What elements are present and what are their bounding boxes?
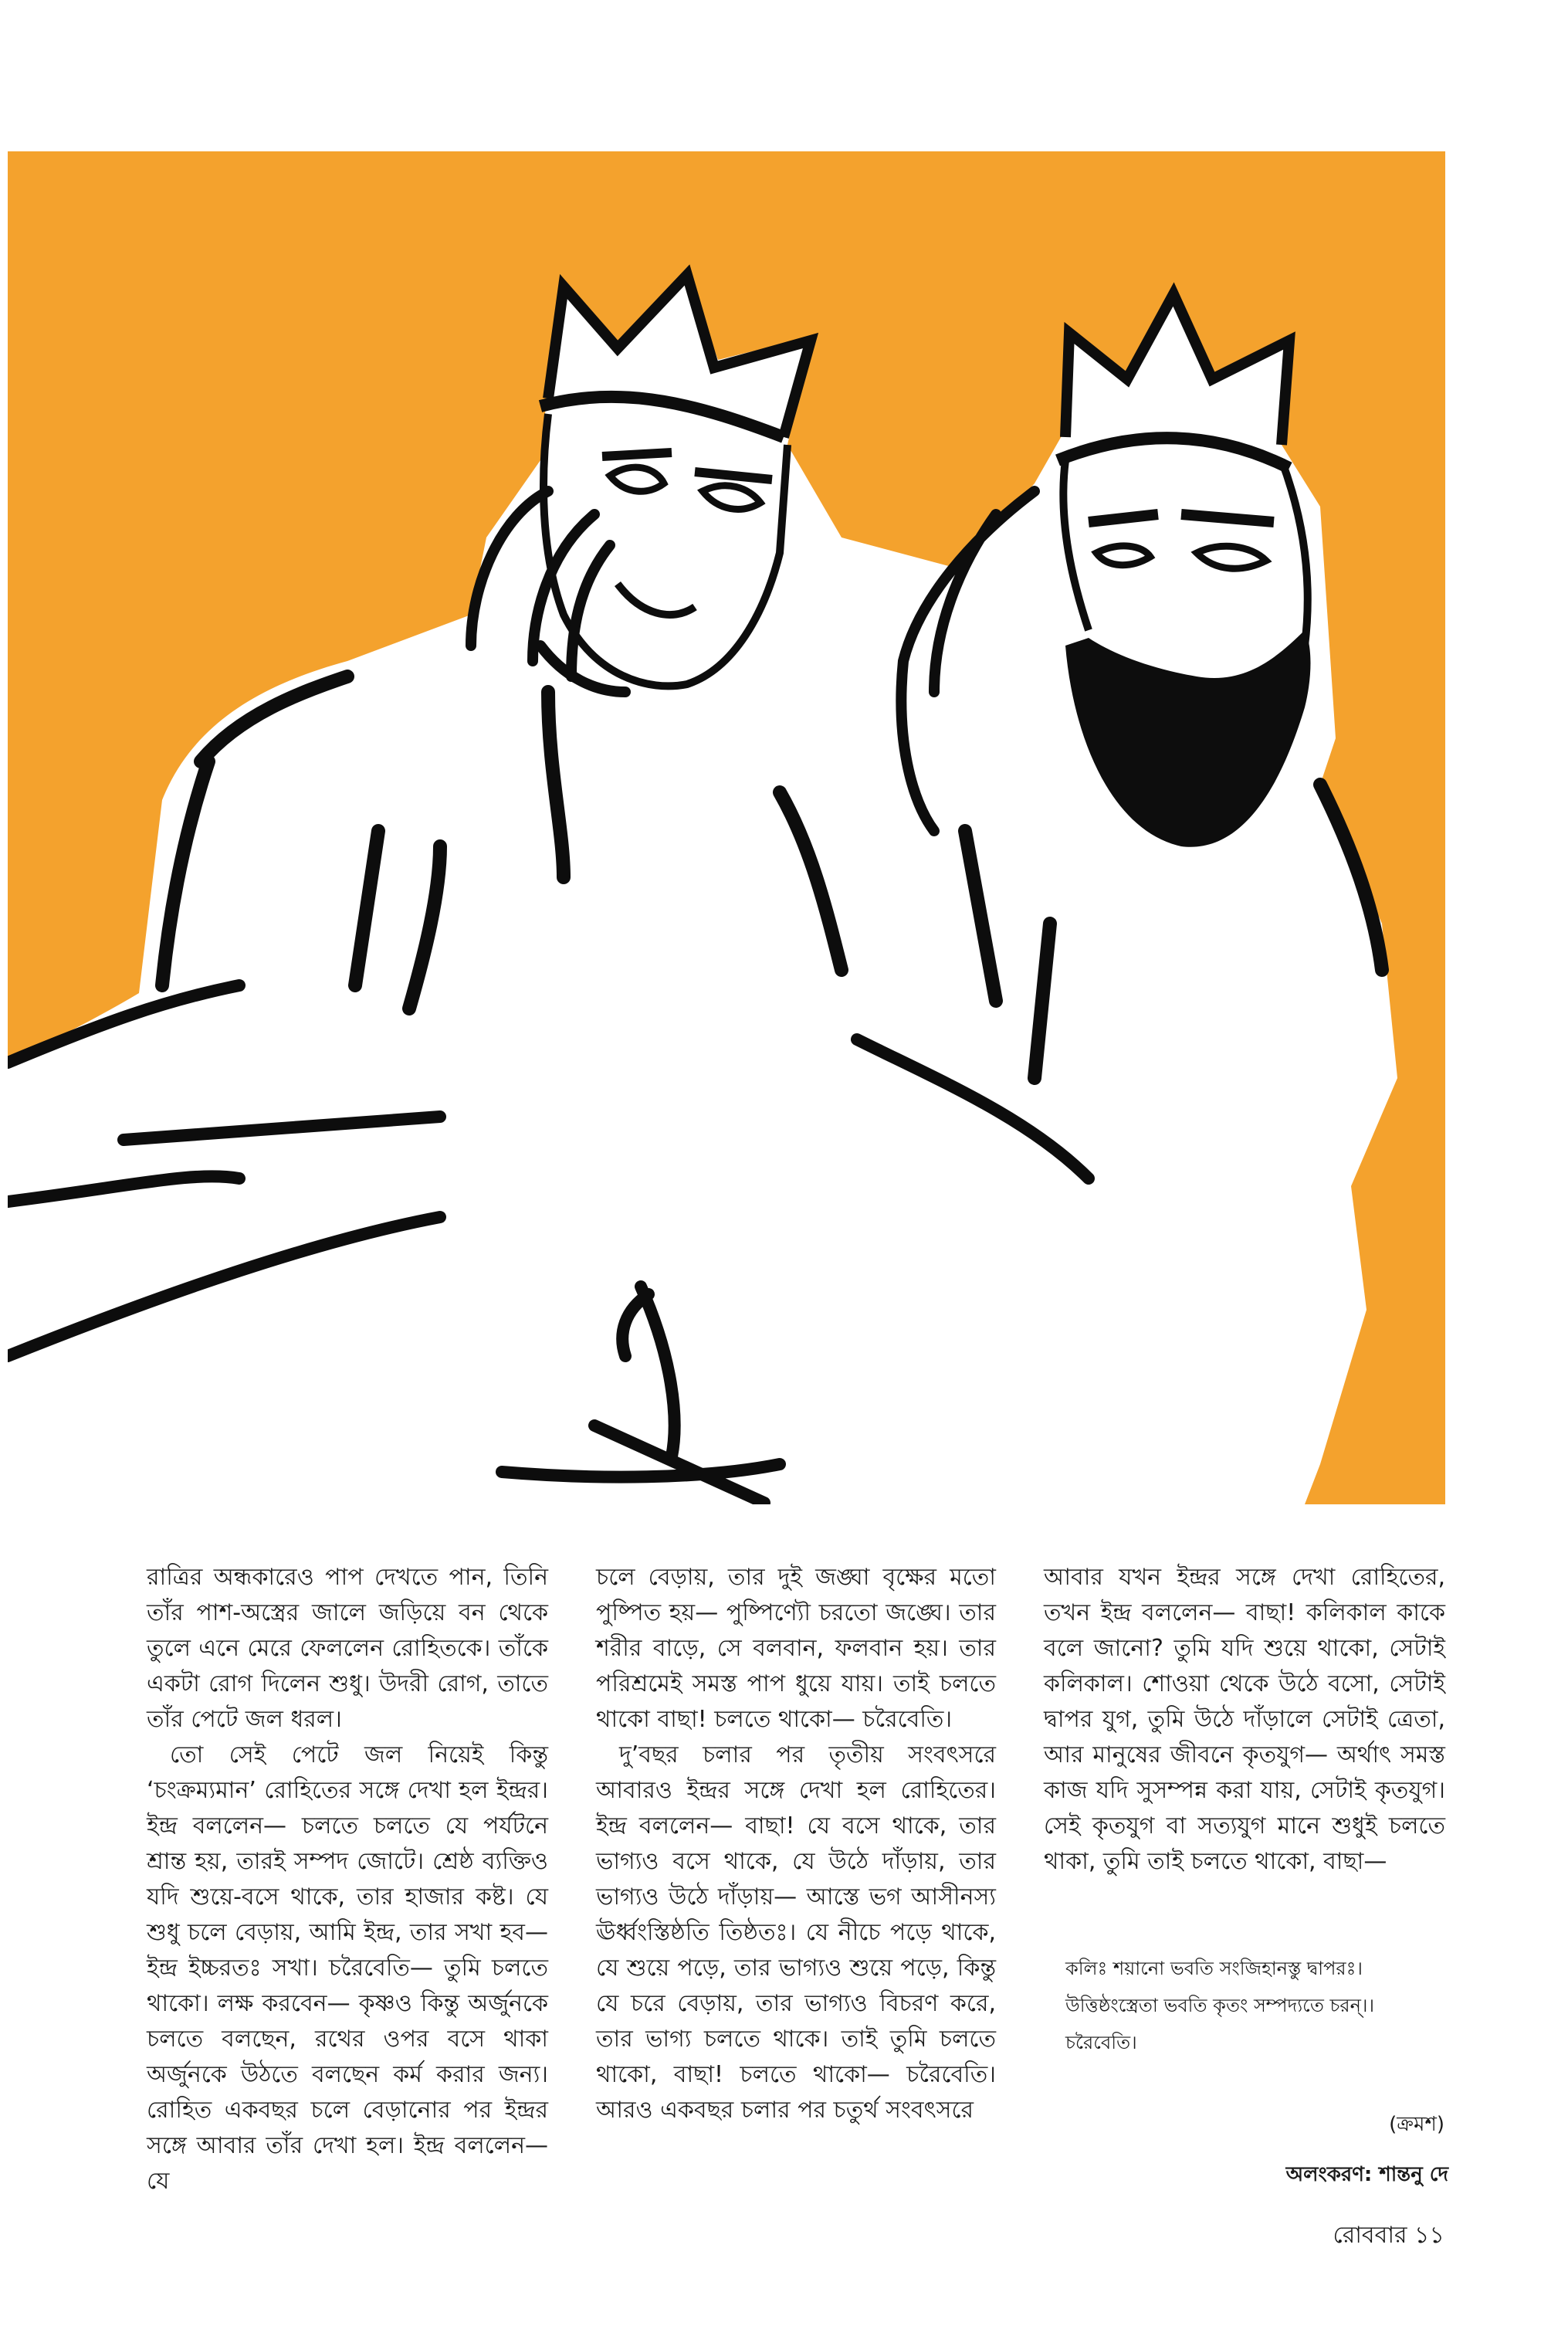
verse-line: চরৈবেতি। — [1065, 2032, 1137, 2053]
article-column-3 — [1044, 1560, 1445, 1880]
illustration-credit: অলংকরণ: শান্তনু দে — [1285, 2163, 1448, 2186]
to-be-continued: (ক্রমশ) — [1389, 2113, 1444, 2136]
verse-line: কলিঃ শয়ানো ভবতি সংজিহানস্তু দ্বাপরঃ। — [1065, 1958, 1363, 1979]
sanskrit-verse — [1065, 1950, 1451, 2061]
verse-line: উত্তিষ্ঠংস্ত্রেতা ভবতি কৃতং সম্পদ্যতে চরন্।। — [1065, 1995, 1375, 2016]
paragraph: আবার যখন ইন্দ্রর সঙ্গে দেখা রোহিতের, তখন ইন্দ্র বললেন— বাছা! কলিকাল কাকে বলে জানো? তুমি যদি শুয়ে থাকো, সেটাই কলিকাল। শোওয়া থেকে উঠে বসো, সেটাই দ্বাপর যুগ, তুমি উঠে দাঁড়ালে সেটাই ত্রেতা, আর মানুষের জীবনে কৃতযুগ— অর্থাৎ সমস্ত কাজ যদি সুসম্পন্ন করা যায়, সেটাই কৃতযুগ। সেই কৃতযুগ বা সত্যযুগ মানে শুধুই চলতে থাকা, তুমি তাই চলতে থাকো, বাছা— — [1044, 1564, 1445, 1875]
paragraph: তো সেই পেটে জল নিয়েই কিন্তু ‘চংক্রম্যমান’ রোহিতের সঙ্গে দেখা হল ইন্দ্রর। ইন্দ্র বললেন— চলতে চলতে যে পর্যটনে শ্রান্ত হয়, তারই সম্পদ জোটে। শ্রেষ্ঠ ব্যক্তিও যদি শুয়ে-বসে থাকে, তার হাজার কষ্ট। যে শুধু চলে বেড়ায়, আমি ইন্দ্র, তার সখা হব— ইন্দ্র ইচ্চরতঃ সখা। চরৈবেতি— তুমি চলতে থাকো। লক্ষ করবেন— কৃষ্ণও কিন্তু অর্জুনকে চলতে বলছেন, রথের ওপর বসে থাকা অর্জুনকে উঠতে বলছেন কর্ম করার জন্য। রোহিত একবছর চলে বেড়ানোর পর ইন্দ্রর সঙ্গে আবার তাঁর দেখা হল। ইন্দ্র বললেন— যে — [147, 1741, 548, 2195]
article-column-1 — [147, 1560, 548, 2199]
paragraph: দু’বছর চলার পর তৃতীয় সংবৎসরে আবারও ইন্দ্রর সঙ্গে দেখা হল রোহিতের। ইন্দ্র বললেন— বাছা! যে বসে থাকে, তার ভাগ্যও বসে থাকে, যে উঠে দাঁড়ায়, তার ভাগ্যও উঠে দাঁড়ায়— আস্তে ভগ আসীনস্য ঊর্ধ্বংস্তিষ্ঠতি তিষ্ঠতঃ। যে নীচে পড়ে থাকে, যে শুয়ে পড়ে, তার ভাগ্যও শুয়ে পড়ে, কিন্তু যে চরে বেড়ায়, তার ভাগ্যও বিচরণ করে, তার ভাগ্য চলতে থাকে। তাই তুমি চলতে থাকো, বাছা! চলতে থাকো— চরৈবেতি। আরও একবছর চলার পর চতুর্থ সংবৎসরে — [596, 1741, 996, 2124]
article-column-2 — [596, 1560, 996, 2128]
page-footer: রোববার ১১ — [1333, 2222, 1444, 2249]
paragraph: রাত্রির অন্ধকারেও পাপ দেখতে পান, তিনি তাঁর পাশ-অস্ত্রের জালে জড়িয়ে বন থেকে তুলে এনে মেরে ফেললেন রোহিতকে। তাঁকে একটা রোগ দিলেন শুধু। উদরী রোগ, তাতে তাঁর পেটে জল ধরল। — [147, 1564, 548, 1733]
illustration-two-kings — [8, 151, 1445, 1504]
paragraph: চলে বেড়ায়, তার দুই জঙ্ঘা বৃক্ষের মতো পুষ্পিত হয়— পুষ্পিণ্যৌ চরতো জঙ্ঘে। তার শরীর বাড়ে, সে বলবান, ফলবান হয়। তার পরিশ্রমেই সমস্ত পাপ ধুয়ে যায়। তাই চলতে থাকো বাছা! চলতে থাকো— চরৈবেতি। — [596, 1564, 996, 1733]
